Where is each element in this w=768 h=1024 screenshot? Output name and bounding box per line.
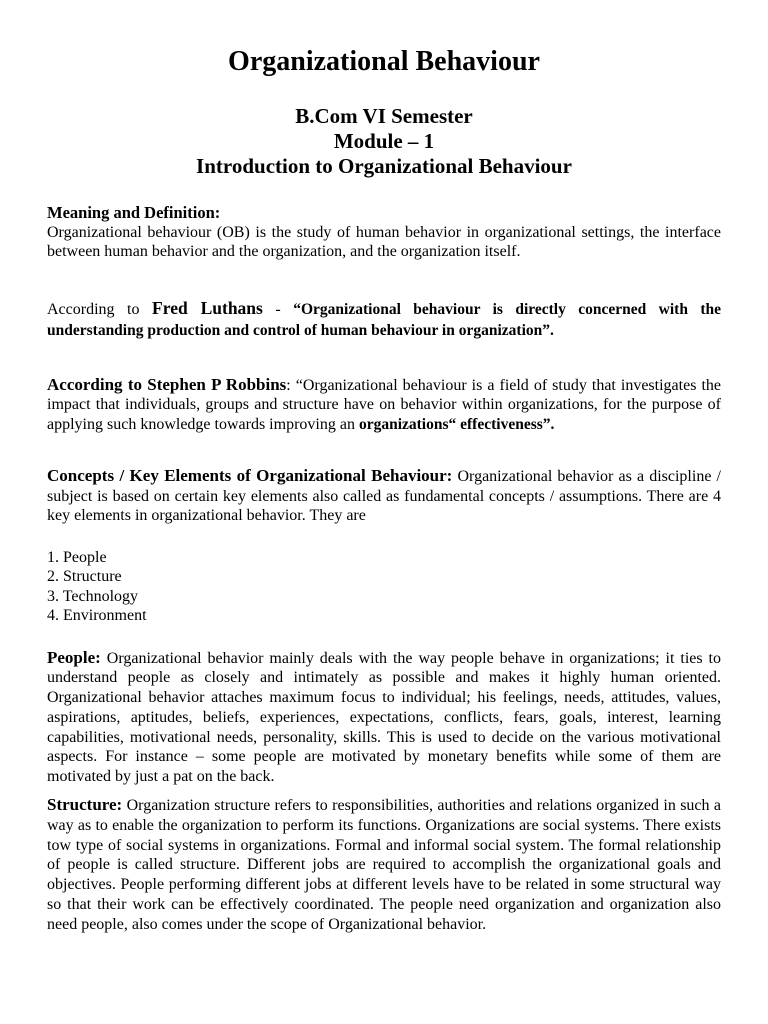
robbins-tail: organizations“ effectiveness”. [358, 415, 555, 433]
concepts-text: Organizational behavior as a discipline / subject is based on certain key elements also called as fundamental concepts / assumptions. There are 4 key elements in organizational behavior. They are [47, 468, 722, 524]
list-item: 2. Structure [47, 568, 122, 585]
luthans-definition [47, 298, 721, 341]
meaning-section [47, 203, 721, 262]
concepts-heading: Concepts / Key Elements of Organizational Behaviour: [47, 466, 453, 485]
list-item: 4. Environment [47, 607, 147, 624]
document-title: Organizational Behaviour [228, 46, 540, 77]
luthans-name: Fred Luthans [152, 297, 263, 318]
robbins-text: : “Organizational behaviour is a field of study that investigates the impact that individuals, groups and structure have on behavior within organizations, for the purpose of applying such knowledge towards improving an [47, 376, 721, 433]
list-item: 1. People [47, 548, 107, 566]
people-text: Organizational behavior mainly deals with the way people behave in organizations; it ties to understand people as closely and intimately as possible and makes it highly human oriented. Organizational behavior attaches maximum focus to individual; his feelings, needs, attitudes, values, aspirations, aptitudes, beliefs, experiences, expectations, conflicts, fears, goals, interest, learning capabilities, motivational needs, personality, skills. This is used to decide on the various motivational aspects. For instance – some people are motivated by monetary benefits while some of them are motivated by just a pat on the back. [47, 649, 721, 786]
meaning-text: Organizational behaviour (OB) is the study of human behavior in organizational settings, the interface between human behavior and the organization, and the organization itself. [47, 223, 721, 260]
robbins-definition [47, 375, 721, 435]
course-heading: B.Com VI Semester [295, 104, 473, 128]
key-elements-list [47, 548, 721, 626]
structure-text: Organization structure refers to responsibilities, authorities and relations organized in such a way as to enable the organization to perform its functions. Organizations are social systems. There exists tow type of social systems in organizations. Formal and informal social system. The formal relationship of people is called structure. Different jobs are required to accomplish the organizational goals and objectives. People performing different jobs at different levels have to be related in some structural way so that their work can be effectively coordinated. The people need organization and organization also need people, also comes under the scope of Organizational behavior. [47, 797, 721, 933]
module-heading: Module – 1 [333, 129, 435, 153]
module-title: Introduction to Organizational Behaviour [196, 154, 572, 178]
people-heading: People: [47, 647, 101, 667]
concepts-section [47, 466, 721, 526]
meaning-heading: Meaning and Definition: [47, 203, 221, 222]
structure-section [47, 795, 721, 935]
list-item: 3. Technology [47, 587, 139, 605]
robbins-label: According to Stephen P Robbins [47, 374, 287, 394]
luthans-separator: - [262, 300, 294, 318]
luthans-quote: “Organizational behaviour is directly concerned with the understanding production and control of human behaviour in organization”. [47, 300, 721, 339]
people-section [47, 648, 721, 788]
luthans-prefix: According to [47, 300, 153, 318]
structure-heading: Structure: [47, 795, 123, 815]
